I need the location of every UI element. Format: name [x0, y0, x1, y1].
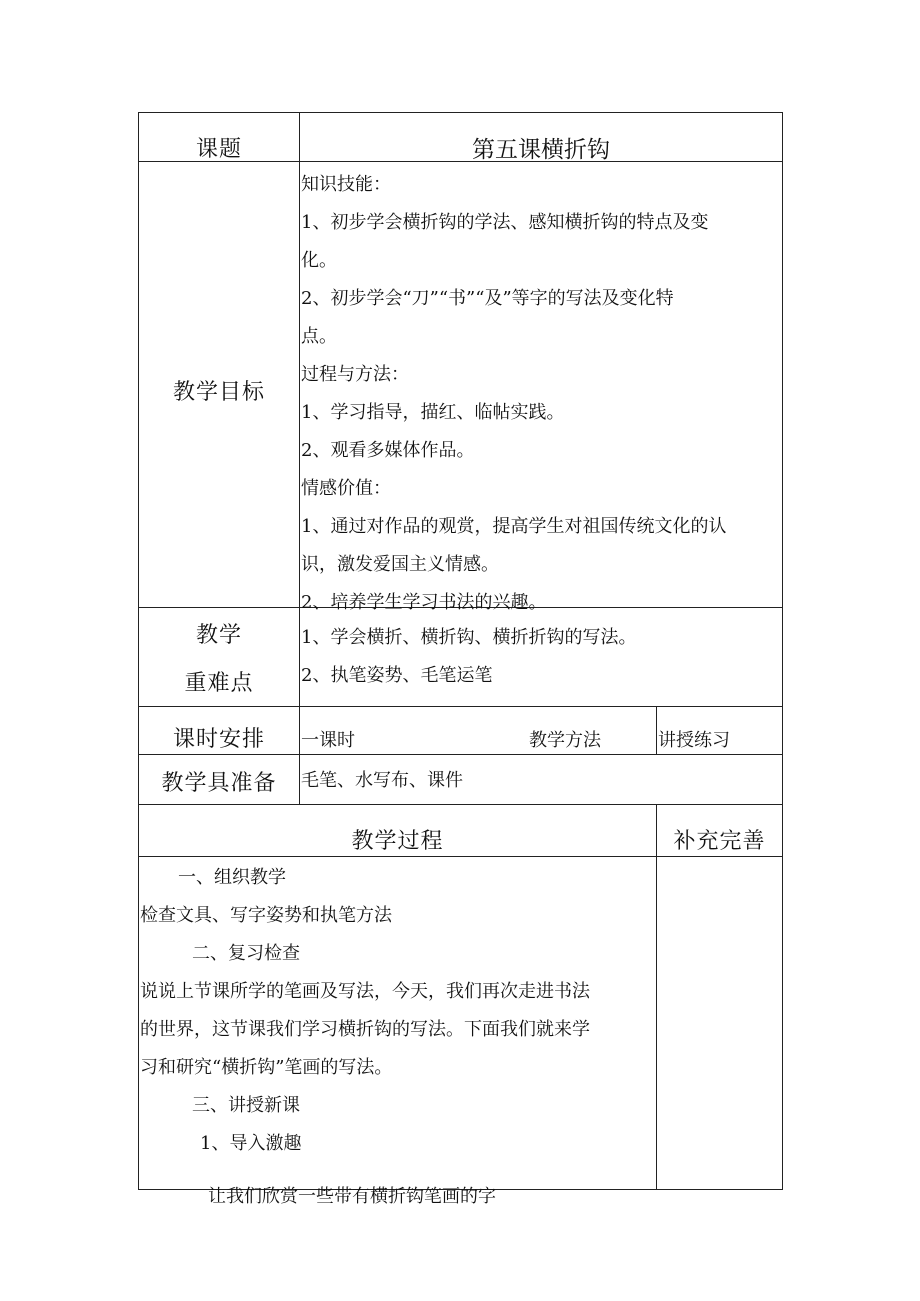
- process-line: 的世界，这节课我们学习横折钩的写法。下面我们就来学: [140, 1019, 590, 1040]
- schedule-value: 一课时: [301, 730, 355, 751]
- key-content: [301, 619, 781, 699]
- process-line: 三、讲授新课: [192, 1095, 300, 1116]
- process-line: 习和研究“横折钩”笔画的写法。: [140, 1057, 393, 1078]
- process-line: 1、导入激趣: [200, 1133, 302, 1154]
- method-label: 教学方法: [529, 730, 601, 751]
- tools-label: 教学具准备: [161, 770, 277, 796]
- method-value: 讲授练习: [658, 730, 730, 751]
- goals-line: 1、通过对作品的观赏，提高学生对祖国传统文化的认: [301, 516, 727, 537]
- process-line: 检查文具、写字姿势和执笔方法: [140, 905, 392, 926]
- process-line: 二、复习检查: [192, 943, 300, 964]
- goals-line: 2、观看多媒体作品。: [301, 440, 475, 461]
- supplement-header: 补充完善: [673, 828, 766, 854]
- method-column-divider: [656, 706, 657, 754]
- goals-label: 教学目标: [172, 379, 265, 405]
- key-label-line1: 教学: [195, 622, 242, 648]
- goals-line: 2、培养学生学习书法的兴趣。: [301, 592, 547, 613]
- key-label-line2: 重难点: [184, 670, 254, 696]
- key-line: 1、学会横折、横折钩、横折折钩的写法。: [301, 627, 637, 648]
- goals-line: 过程与方法：: [301, 364, 409, 385]
- row-divider: [138, 706, 783, 707]
- cutoff-text: 让我们欣赏一些带有横折钩笔画的字: [208, 1186, 496, 1207]
- table-border-top: [138, 112, 783, 113]
- supplement-column-divider: [656, 804, 657, 1190]
- schedule-label: 课时安排: [172, 726, 265, 752]
- goals-line: 化。: [301, 250, 337, 271]
- process-content: [140, 859, 655, 1189]
- row-divider: [138, 804, 783, 805]
- goals-line: 1、学习指导，描红、临帖实践。: [301, 402, 565, 423]
- process-line: 一、组织教学: [178, 867, 286, 888]
- cutoff-line: [140, 1186, 655, 1207]
- goals-line: 知识技能：: [301, 174, 391, 195]
- tools-value: 毛笔、水写布、课件: [301, 770, 463, 791]
- goals-line: 1、初步学会横折钩的学法、感知横折钩的特点及变: [301, 212, 709, 233]
- process-line: 说说上节课所学的笔画及写法，今天，我们再次走进书法: [140, 981, 590, 1002]
- goals-content: [301, 166, 781, 613]
- process-header: 教学过程: [351, 828, 444, 854]
- goals-line: 识，激发爱国主义情感。: [301, 554, 499, 575]
- key-line: 2、执笔姿势、毛笔运笔: [301, 665, 493, 686]
- table-border-right: [782, 112, 783, 1190]
- goals-line: 点。: [301, 326, 337, 347]
- goals-line: 情感价值：: [301, 478, 391, 499]
- topic-label: 课题: [195, 136, 242, 162]
- label-column-divider: [299, 112, 300, 804]
- goals-line: 2、初步学会“刀”“书”“及”等字的写法及变化特: [301, 288, 674, 309]
- topic-value: 第五课横折钩: [472, 136, 610, 163]
